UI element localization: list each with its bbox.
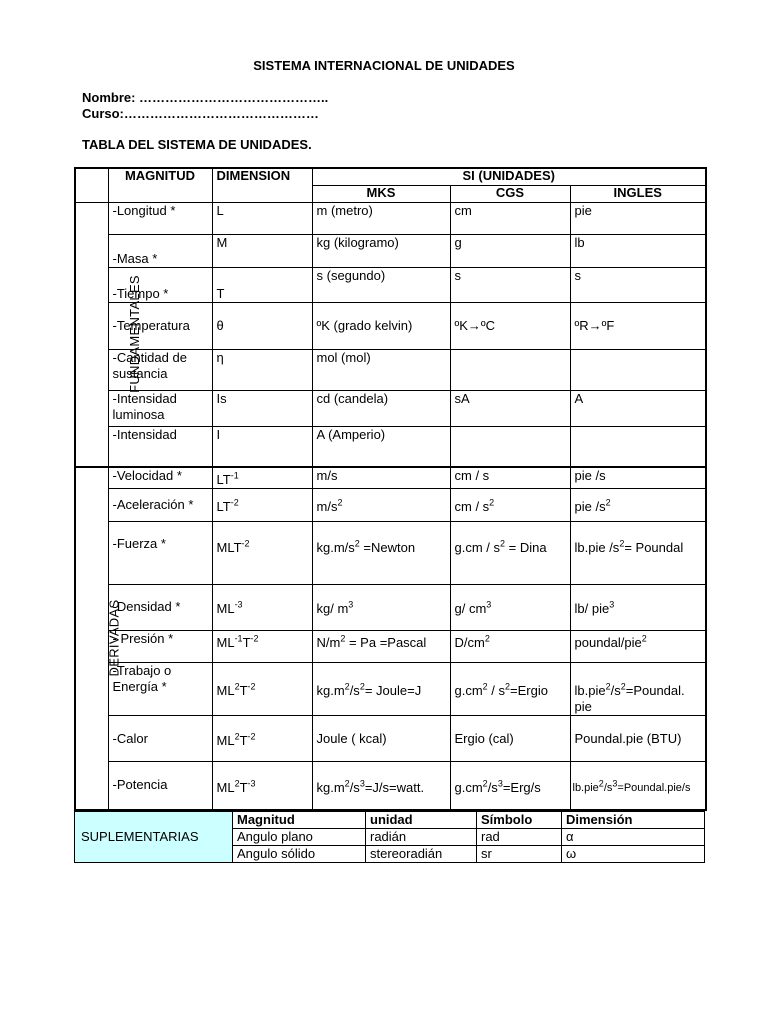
table-row xyxy=(75,467,706,489)
cell-dimension xyxy=(212,662,312,715)
cell-mks xyxy=(312,630,450,662)
cell-magnitud: -Fuerza * xyxy=(108,521,212,584)
sup-ingles: $lb.pie^2/s^3=Poundal.pie/s$ xyxy=(572,778,691,794)
group-derivadas xyxy=(75,467,122,810)
sup-mks: $kg.m^2/s^3=J/s=watt$. xyxy=(316,778,425,795)
sup-cell-magnitud: Angulo plano xyxy=(233,829,366,846)
cell-mks xyxy=(312,521,450,584)
sup-header-unidad: unidad xyxy=(366,812,477,829)
cell-dimension xyxy=(212,467,312,489)
cell-magnitud: -Temperatura xyxy=(108,303,212,350)
cell-cgs: g xyxy=(450,235,570,268)
cell-magnitud: -Calor xyxy=(108,716,212,762)
sup-dim: $ML^2T^{-2}$ xyxy=(216,681,256,699)
table-row xyxy=(75,203,706,235)
sup-cell-dimension: α xyxy=(562,829,705,846)
cell-cgs xyxy=(450,662,570,715)
cell-dimension xyxy=(212,762,312,810)
cell-magnitud: -Densidad * xyxy=(108,584,212,630)
sup-dim: $ML^{-1}T^{-2}$ xyxy=(216,633,259,651)
sup-header-simbolo: Símbolo xyxy=(477,812,562,829)
cell-ingles: pie xyxy=(570,203,706,235)
cell-magnitud: -Velocidad * xyxy=(108,467,212,489)
table-row xyxy=(75,584,706,630)
cell-dimension: η xyxy=(212,350,312,391)
cell-cgs xyxy=(450,762,570,810)
units-table xyxy=(74,167,707,811)
cell-ingles: lb xyxy=(570,235,706,268)
cell-dimension xyxy=(212,521,312,584)
cell-dimension: L xyxy=(212,203,312,235)
sup-mks: $m/s^2$ xyxy=(316,497,343,514)
cell-mks: mol (mol) xyxy=(312,350,450,391)
cell-mks: ºK (grado kelvin) xyxy=(312,303,450,350)
cell-cgs xyxy=(450,521,570,584)
group-label: FUNDAMENTALES xyxy=(126,275,142,394)
cell-cgs: Ergio (cal) xyxy=(450,716,570,762)
sup-dim: $LT^{-2}$ xyxy=(216,497,239,514)
cell-dimension: T xyxy=(212,268,312,303)
table-row xyxy=(75,391,706,427)
cell-cgs: sA xyxy=(450,391,570,427)
header-dimension: DIMENSION xyxy=(212,168,312,203)
cell-magnitud: -Aceleración * xyxy=(108,488,212,521)
sup-header-dimension: Dimensión xyxy=(562,812,705,829)
sup-cgs: g/ $cm^3$ xyxy=(454,600,492,617)
sup-ingles: pie $/s^2$ xyxy=(574,497,611,514)
table-row xyxy=(75,762,706,810)
header-ingles: INGLES xyxy=(570,186,706,203)
cell-mks xyxy=(312,662,450,715)
cell-magnitud: -Potencia xyxy=(108,762,212,810)
sup-cgs: $g.cm^2$ / $s^2=Ergio$ xyxy=(454,681,548,699)
cell-cgs: cm / s xyxy=(450,467,570,489)
cell-cgs xyxy=(450,488,570,521)
cell-ingles xyxy=(570,662,706,715)
cell-mks xyxy=(312,488,450,521)
sup-cell-unidad: stereoradián xyxy=(366,846,477,863)
document-title: SISTEMA INTERNACIONAL DE UNIDADES xyxy=(253,58,515,73)
table-row xyxy=(75,630,706,662)
cell-magnitud: -Intensidad luminosa xyxy=(108,391,212,427)
table-row xyxy=(75,427,706,467)
cell-dimension xyxy=(212,630,312,662)
sup-cell-unidad: radián xyxy=(366,829,477,846)
sup-dim: $ML^2T^{-2}$ xyxy=(216,731,256,748)
sup-dim: $ML^2T^{-3}$ xyxy=(216,778,256,795)
suplementarias-label: SUPLEMENTARIAS xyxy=(75,812,233,863)
sup-cell-dimension: ω xyxy=(562,846,705,863)
header-mks: MKS xyxy=(312,186,450,203)
cell-ingles xyxy=(570,521,706,584)
cell-ingles: s xyxy=(570,268,706,303)
cell-magnitud: -Intensidad xyxy=(108,427,212,467)
cell-ingles xyxy=(570,584,706,630)
table-heading: TABLA DEL SISTEMA DE UNIDADES. xyxy=(82,137,312,152)
cell-dimension: θ xyxy=(212,303,312,350)
sup-mks: $kg.m/s^2$ =Newton xyxy=(316,538,416,556)
cell-magnitud: -Masa * xyxy=(108,235,212,268)
cell-cgs xyxy=(450,350,570,391)
sup-mks: $kg.m^2/s^2=$ Joule=J xyxy=(316,681,422,699)
sup-cell-simbolo: sr xyxy=(477,846,562,863)
table-row xyxy=(75,303,706,350)
cell-ingles xyxy=(570,762,706,810)
cell-magnitud: -Trabajo o Energía * xyxy=(108,662,212,715)
cell-magnitud: - Presión * xyxy=(108,630,212,662)
sup-cgs: $g.cm / s^2$ = Dina xyxy=(454,538,547,556)
cell-magnitud: -Cantidad de sustancia xyxy=(108,350,212,391)
sup-mks: kg/ $m^3$ xyxy=(316,600,354,617)
cell-ingles: pie /s xyxy=(570,467,706,489)
cell-mks xyxy=(312,584,450,630)
sup-cgs: $D/cm^2$ xyxy=(454,633,490,651)
cell-mks: s (segundo) xyxy=(312,268,450,303)
cell-mks: cd (candela) xyxy=(312,391,450,427)
cell-mks: m/s xyxy=(312,467,450,489)
cell-ingles: ºR→ºF xyxy=(570,303,706,350)
table-row xyxy=(75,812,705,829)
nombre-field: Nombre: …………………………………….. xyxy=(82,90,329,105)
sup-cgs: cm / $s^2$ xyxy=(454,497,495,514)
sup-ingles: lb.pie $/s^2=$ Poundal xyxy=(574,538,684,556)
sup-ingles: $lb.pie^2/s^2=Poundal$. pie xyxy=(574,681,685,715)
cell-mks: A (Amperio) xyxy=(312,427,450,467)
cell-dimension xyxy=(212,584,312,630)
suplementarias-table xyxy=(74,811,705,863)
header-si: SI (UNIDADES) xyxy=(312,168,706,186)
sup-ingles: lb/ pie$^3$ xyxy=(574,600,615,617)
table-row xyxy=(75,235,706,268)
header-cgs: CGS xyxy=(450,186,570,203)
cell-dimension: M xyxy=(212,235,312,268)
sup-dim: $LT^{-1}$ xyxy=(216,470,239,487)
group-header-cell xyxy=(75,168,108,203)
cell-dimension xyxy=(212,716,312,762)
cell-ingles: Poundal.pie (BTU) xyxy=(570,716,706,762)
cell-ingles xyxy=(570,488,706,521)
cell-cgs xyxy=(450,427,570,467)
table-row xyxy=(75,662,706,715)
sup-dim: $MLT^{-2}$ xyxy=(216,538,250,556)
sup-dim: $ML^{-3}$ xyxy=(216,600,243,617)
table-row xyxy=(75,716,706,762)
cell-magnitud: -Longitud * xyxy=(108,203,212,235)
sup-cell-magnitud: Angulo sólido xyxy=(233,846,366,863)
cell-cgs: ºK→ºC xyxy=(450,303,570,350)
curso-field: Curso:……………………………………… xyxy=(82,106,319,121)
table-row xyxy=(75,521,706,584)
cell-cgs xyxy=(450,630,570,662)
table-row xyxy=(75,268,706,303)
cell-mks: kg (kilogramo) xyxy=(312,235,450,268)
cell-ingles xyxy=(570,350,706,391)
cell-mks: Joule ( kcal) xyxy=(312,716,450,762)
cell-dimension xyxy=(212,488,312,521)
cell-ingles xyxy=(570,427,706,467)
sup-ingles: poundal/pie$^2$ xyxy=(574,633,647,651)
cell-cgs: s xyxy=(450,268,570,303)
cell-dimension: Is xyxy=(212,391,312,427)
cell-ingles xyxy=(570,630,706,662)
group-label: DERIVADAS xyxy=(106,599,122,677)
table-row xyxy=(75,350,706,391)
header-magnitud: MAGNITUD xyxy=(108,168,212,203)
cell-magnitud: -Tiempo * xyxy=(108,268,212,303)
sup-cell-simbolo: rad xyxy=(477,829,562,846)
cell-ingles: A xyxy=(570,391,706,427)
cell-cgs: cm xyxy=(450,203,570,235)
cell-dimension: I xyxy=(212,427,312,467)
sup-mks: $N/m^2 = Pa$ =Pascal xyxy=(316,633,427,651)
cell-mks: m (metro) xyxy=(312,203,450,235)
cell-cgs xyxy=(450,584,570,630)
table-row xyxy=(75,488,706,521)
cell-mks xyxy=(312,762,450,810)
sup-cgs: $g.cm^2/s^3=Erg/s$ xyxy=(454,778,541,795)
sup-header-magnitud: Magnitud xyxy=(233,812,366,829)
